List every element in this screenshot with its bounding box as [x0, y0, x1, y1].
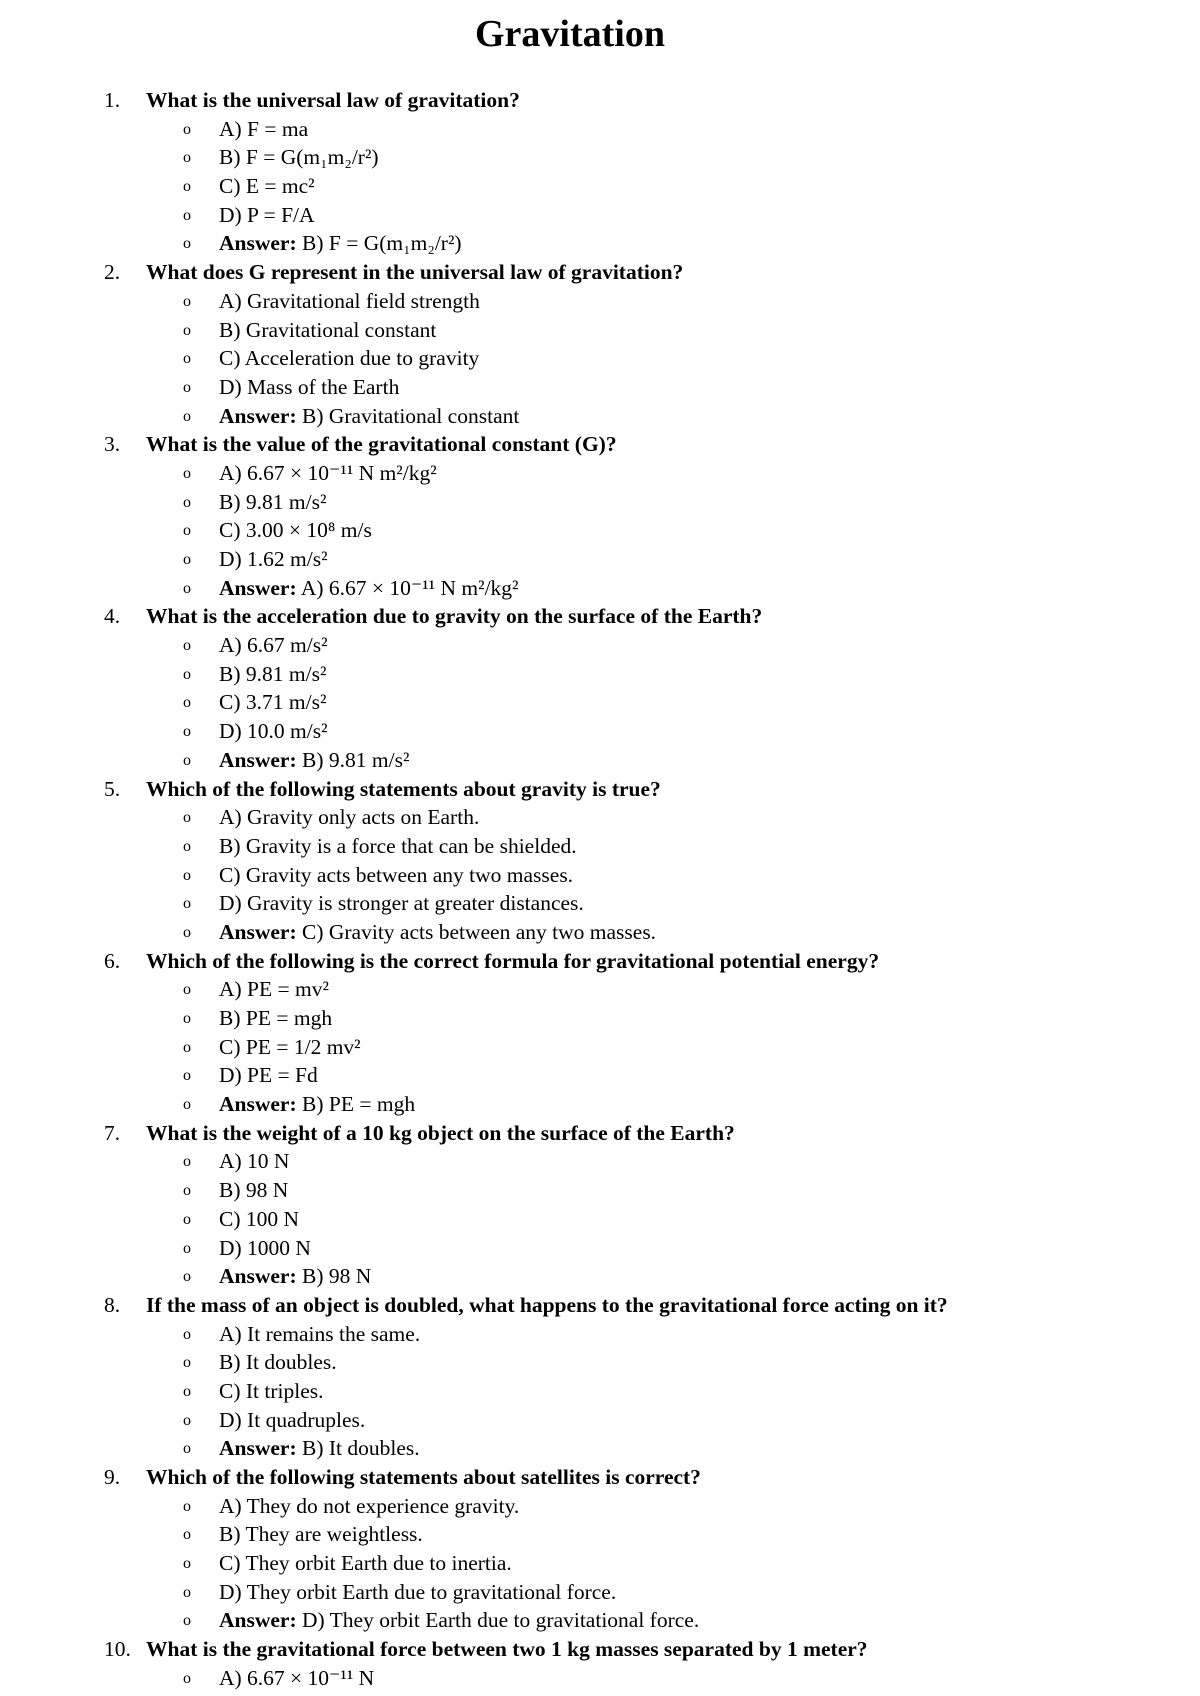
question-text: Which of the following statements about gravity is true? — [146, 776, 661, 801]
answer-label: Answer: — [219, 1436, 297, 1461]
circle-bullet-icon: o — [183, 235, 191, 253]
circle-bullet-icon: o — [183, 1526, 191, 1544]
question-number: 2. — [104, 260, 121, 285]
answer-line — [219, 574, 519, 603]
circle-bullet-icon: o — [183, 1583, 191, 1601]
document-title: Gravitation — [475, 13, 665, 55]
circle-bullet-icon: o — [183, 1210, 191, 1228]
option-text: B) They are weightless. — [219, 1522, 423, 1547]
option-text: A) 6.67 × 10⁻¹¹ N — [219, 1665, 375, 1690]
question-number: 5. — [104, 776, 121, 801]
circle-bullet-icon: o — [183, 895, 191, 913]
answer-label: Answer: — [219, 403, 297, 428]
circle-bullet-icon: o — [183, 694, 191, 712]
circle-bullet-icon: o — [183, 178, 191, 196]
question-text: Which of the following statements about satellites is correct? — [146, 1465, 701, 1489]
circle-bullet-icon: o — [183, 1153, 191, 1171]
answer-label: Answer: — [219, 231, 297, 256]
option-text: A) They do not experience gravity. — [219, 1493, 520, 1518]
circle-bullet-icon: o — [183, 1038, 191, 1056]
question-text: What is the acceleration due to gravity on the surface of the Earth? — [146, 604, 763, 629]
option-text: D) 10.0 m/s² — [219, 719, 328, 744]
circle-bullet-icon: o — [183, 1010, 191, 1027]
question-text: What is the gravitational force between two 1 kg masses separated by 1 meter? — [146, 1637, 868, 1662]
question-text: What does G represent in the universal law of gravitation? — [146, 260, 684, 285]
question-number: 4. — [104, 604, 121, 629]
option-text: A) Gravity only acts on Earth. — [219, 805, 480, 830]
question-text: If the mass of an object is doubled, what happens to the gravitational force acting on it? — [146, 1292, 948, 1317]
circle-bullet-icon: o — [183, 292, 191, 310]
option-text: C) 3.71 m/s² — [219, 690, 327, 715]
circle-bullet-icon: o — [183, 751, 191, 769]
circle-bullet-icon: o — [183, 723, 191, 741]
answer-line — [219, 402, 519, 431]
question-number: 1. — [104, 88, 121, 112]
option-text: B) F = G(m₁m₂/r²) — [219, 145, 379, 170]
circle-bullet-icon: o — [183, 981, 191, 999]
question-text: What is the universal law of gravitation? — [146, 88, 520, 112]
option-text: D) P = F/A — [219, 202, 315, 227]
circle-bullet-icon: o — [183, 866, 191, 884]
circle-bullet-icon: o — [183, 321, 191, 339]
circle-bullet-icon: o — [183, 579, 191, 597]
circle-bullet-icon: o — [183, 1268, 191, 1286]
option-text: C) They orbit Earth due to inertia. — [219, 1551, 512, 1576]
answer-line — [219, 229, 462, 258]
circle-bullet-icon: o — [183, 1096, 191, 1114]
circle-bullet-icon: o — [183, 149, 191, 167]
answer-line — [219, 1090, 415, 1119]
option-text: C) PE = 1/2 mv² — [219, 1034, 361, 1059]
answer-label: Answer: — [219, 1608, 297, 1633]
option-text: C) Acceleration due to gravity — [219, 346, 480, 371]
answer-label: Answer: — [219, 1092, 297, 1117]
circle-bullet-icon: o — [183, 551, 191, 568]
circle-bullet-icon: o — [183, 120, 191, 138]
question-number: 9. — [104, 1465, 121, 1489]
option-text: D) 1.62 m/s² — [219, 547, 328, 571]
answer-line — [219, 918, 656, 947]
option-text: A) 10 N — [219, 1149, 290, 1174]
answer-value: B) F = G(m₁m₂/r²) — [302, 231, 462, 256]
option-text: A) F = ma — [219, 116, 309, 141]
option-text: D) Mass of the Earth — [219, 374, 400, 399]
answer-line — [219, 1434, 420, 1463]
answer-value: C) Gravity acts between any two masses. — [302, 919, 657, 944]
option-text: B) 9.81 m/s² — [219, 489, 327, 514]
option-text: A) 6.67 m/s² — [219, 633, 328, 658]
circle-bullet-icon: o — [183, 923, 191, 941]
option-text: C) 3.00 × 10⁸ m/s — [219, 518, 372, 543]
circle-bullet-icon: o — [183, 1354, 191, 1372]
circle-bullet-icon: o — [183, 1067, 191, 1085]
option-text: C) It triples. — [219, 1378, 324, 1403]
answer-label: Answer: — [219, 919, 297, 944]
circle-bullet-icon: o — [183, 407, 191, 425]
circle-bullet-icon: o — [183, 1497, 191, 1515]
answer-label: Answer: — [219, 1264, 297, 1289]
question-text: What is the value of the gravitational constant (G)? — [146, 432, 617, 457]
answer-line — [219, 746, 409, 775]
circle-bullet-icon: o — [183, 206, 191, 224]
circle-bullet-icon: o — [183, 522, 191, 540]
option-text: D) PE = Fd — [219, 1063, 318, 1088]
circle-bullet-icon: o — [183, 493, 191, 511]
circle-bullet-icon: o — [183, 637, 191, 655]
option-text: B) It doubles. — [219, 1350, 337, 1375]
option-text: C) Gravity acts between any two masses. — [219, 862, 574, 887]
circle-bullet-icon: o — [183, 1555, 191, 1573]
question-text: Which of the following is the correct formula for gravitational potential energy? — [146, 948, 880, 973]
question-number: 10. — [104, 1637, 131, 1662]
circle-bullet-icon: o — [183, 1669, 191, 1687]
answer-label: Answer: — [219, 747, 297, 772]
circle-bullet-icon: o — [183, 350, 191, 368]
answer-value: D) They orbit Earth due to gravitational force. — [302, 1608, 700, 1633]
circle-bullet-icon: o — [183, 1239, 191, 1257]
option-text: C) 100 N — [219, 1206, 300, 1231]
option-text: A) PE = mv² — [219, 977, 329, 1002]
circle-bullet-icon: o — [183, 1325, 191, 1343]
option-text: B) 98 N — [219, 1178, 289, 1203]
circle-bullet-icon: o — [183, 1440, 191, 1458]
circle-bullet-icon: o — [183, 1411, 191, 1429]
option-text: A) It remains the same. — [219, 1321, 421, 1346]
answer-value: B) 98 N — [302, 1264, 372, 1289]
question-text: What is the weight of a 10 kg object on the surface of the Earth? — [146, 1120, 735, 1145]
circle-bullet-icon: o — [183, 809, 191, 827]
option-text: B) Gravity is a force that can be shielded. — [219, 833, 577, 858]
question-number: 3. — [104, 432, 121, 457]
option-text: B) Gravitational constant — [219, 317, 437, 342]
question-number: 7. — [104, 1120, 121, 1145]
circle-bullet-icon: o — [183, 837, 191, 855]
circle-bullet-icon: o — [183, 665, 191, 683]
option-text: A) 6.67 × 10⁻¹¹ N m²/kg² — [219, 460, 437, 485]
circle-bullet-icon: o — [183, 464, 191, 482]
option-text: D) It quadruples. — [219, 1407, 366, 1432]
question-number: 6. — [104, 948, 121, 973]
option-text: B) PE = mgh — [219, 1006, 333, 1030]
answer-value: B) It doubles. — [302, 1436, 420, 1461]
option-text: C) E = mc² — [219, 174, 315, 199]
option-text: D) They orbit Earth due to gravitational force. — [219, 1579, 617, 1604]
answer-label: Answer: — [219, 575, 297, 600]
answer-value: A) 6.67 × 10⁻¹¹ N m²/kg² — [300, 575, 519, 600]
option-text: D) 1000 N — [219, 1235, 311, 1260]
answer-value: B) 9.81 m/s² — [302, 747, 410, 772]
circle-bullet-icon: o — [183, 1182, 191, 1200]
circle-bullet-icon: o — [183, 1612, 191, 1630]
question-number: 8. — [104, 1292, 121, 1317]
circle-bullet-icon: o — [183, 1382, 191, 1400]
answer-value: B) PE = mgh — [302, 1092, 416, 1117]
answer-line — [219, 1606, 699, 1635]
option-text: A) Gravitational field strength — [219, 288, 480, 313]
answer-value: B) Gravitational constant — [302, 403, 520, 428]
circle-bullet-icon: o — [183, 378, 191, 396]
answer-line — [219, 1262, 371, 1291]
option-text: D) Gravity is stronger at greater distances. — [219, 891, 584, 916]
option-text: B) 9.81 m/s² — [219, 661, 327, 686]
